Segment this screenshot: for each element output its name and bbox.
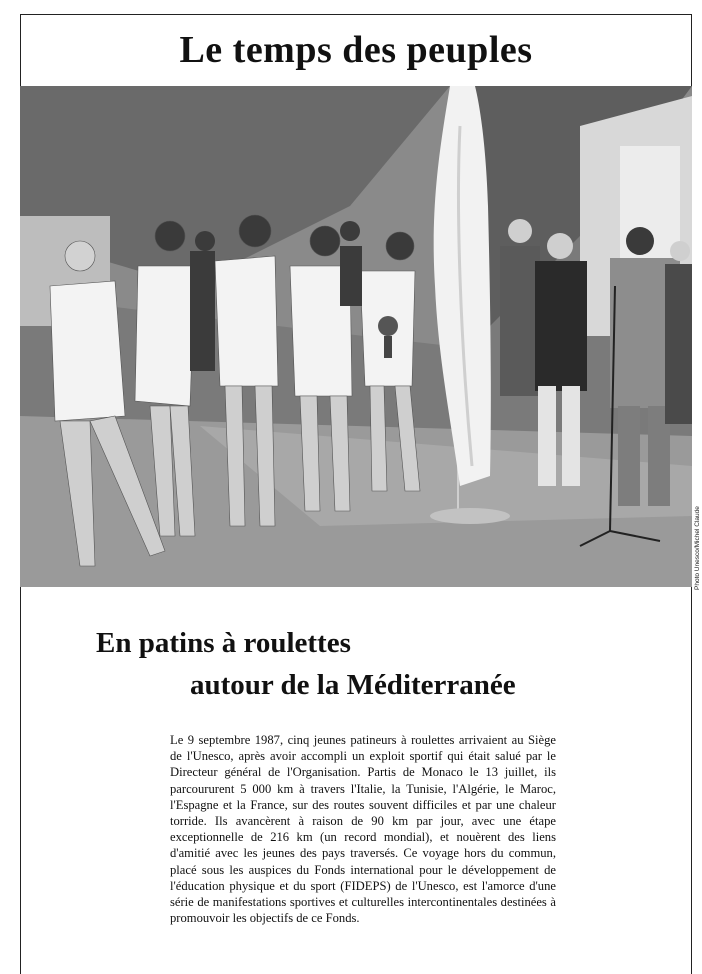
photo-credit: Photo Unesco/Michel Claude bbox=[694, 506, 701, 590]
article-body: Le 9 septembre 1987, cinq jeunes patineurs à roulettes arrivaient au Siège de l'Unesco, après avoir accompli un exploit sportif qui était salué par le Directeur général de l'Organisation. Partis de Monaco le 13 juillet, ils parcoururent 5 000 km à travers l'Italie, la Tunisie, l'Algérie, le Maroc, l'Espagne et la France, sur des routes souvent difficiles et par une chaleur torride. Ils avancèrent à raison de 90 km par jour, avec une étape exceptionnelle de 216 km (un record mondial), et nouèrent des liens d'amitié avec les jeunes des pays traversés. Ce voyage hors du commun, placé sous les auspices du Fonds international pour le développement de l'éducation physique et du sport (FIDEPS) de l'Unesco, est l'amorce d'une série de manifestations sportives et culturelles intercontinentales destinées à promouvoir les objectifs de ce Fonds. bbox=[170, 733, 556, 926]
photo-skaters-ceremony bbox=[20, 86, 692, 587]
article-title bbox=[96, 622, 616, 706]
page-title: Le temps des peuples bbox=[179, 29, 533, 71]
page-header bbox=[20, 14, 692, 86]
article-title-line2: autour de la Méditerranée bbox=[190, 669, 516, 701]
photo-illustration bbox=[20, 86, 692, 587]
article-title-line1: En patins à roulettes bbox=[96, 627, 351, 659]
